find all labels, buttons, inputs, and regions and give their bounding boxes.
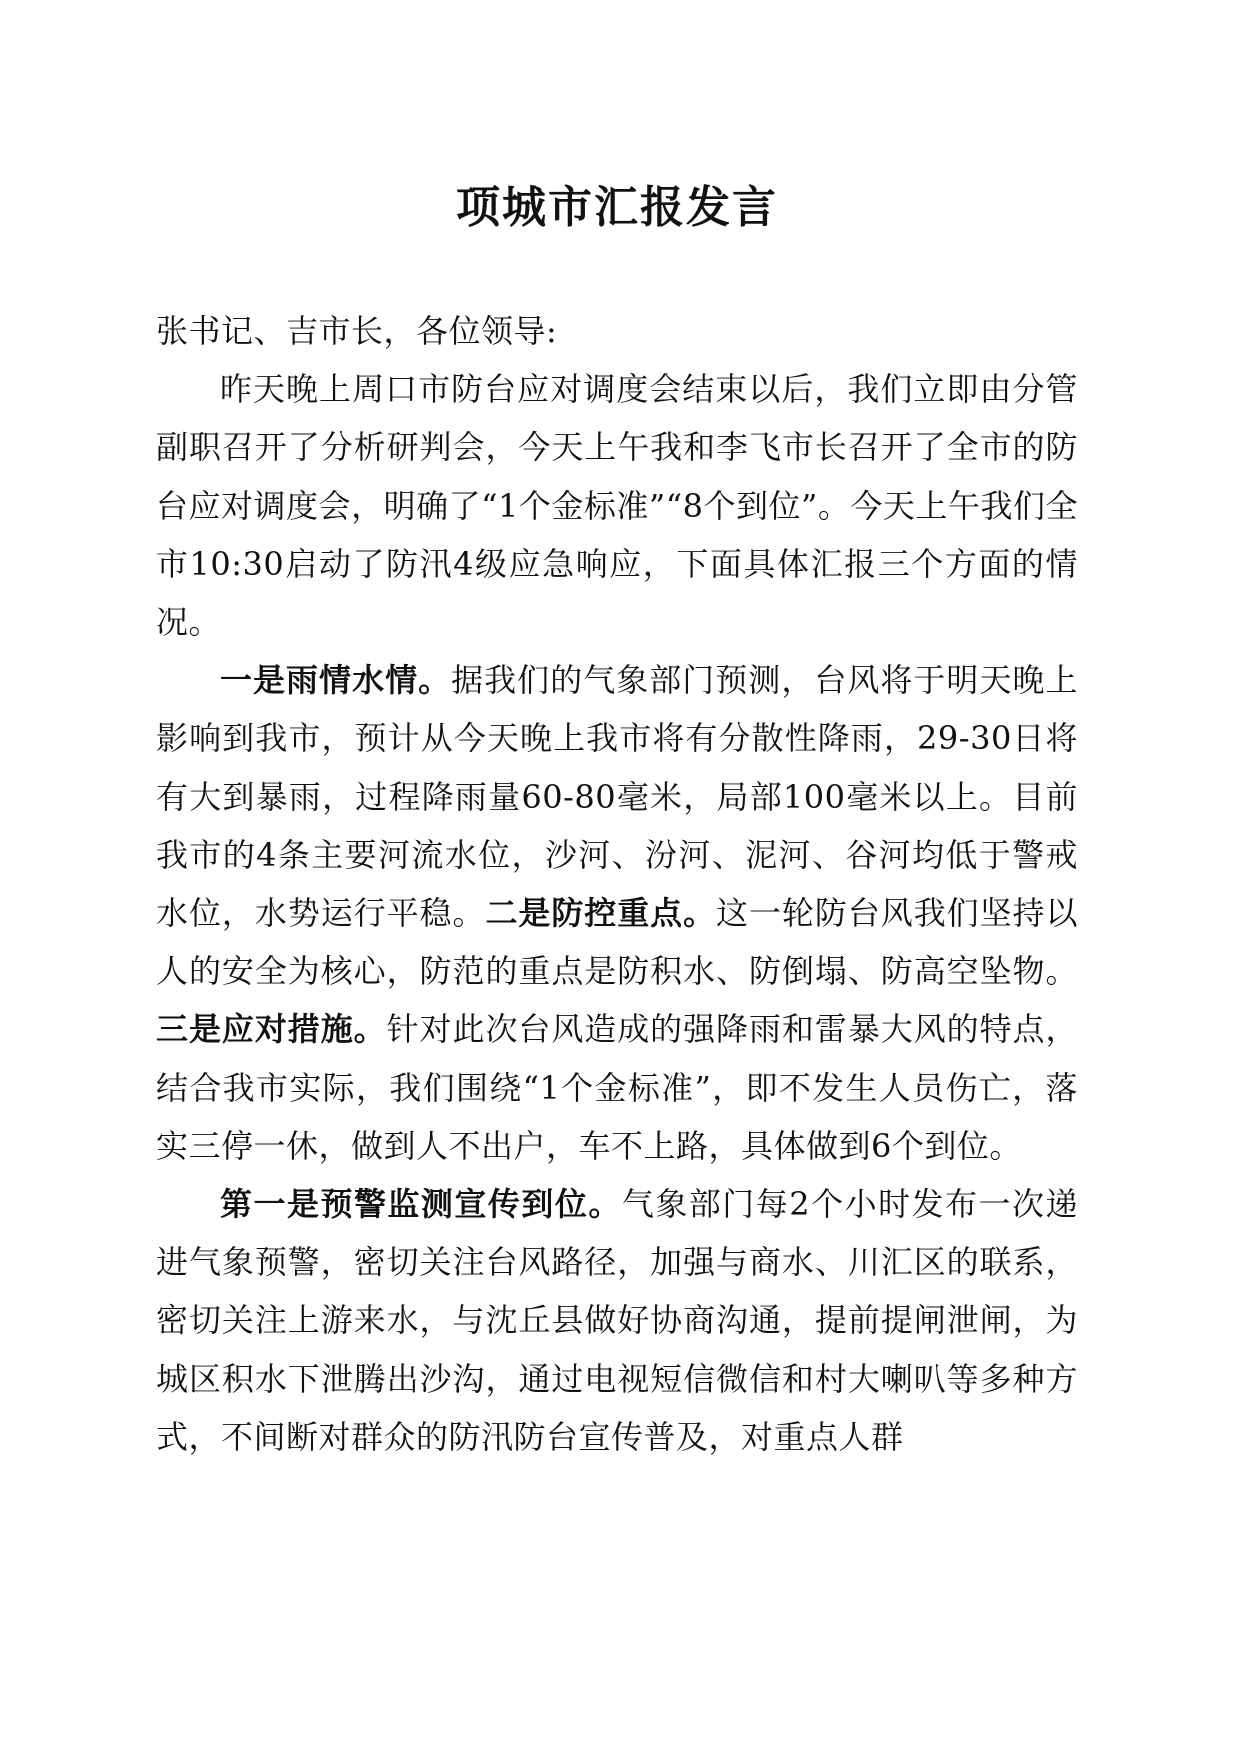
section3-heading: 三是应对措施。 [156, 1010, 387, 1049]
section2-text: 这一轮防台风我们坚持以人的安全为核心，防范的重点是防积水、防倒塌、防高空坠物。 [156, 894, 1078, 991]
item1-text: 气象部门每2个小时发布一次递进气象预警，密切关注台风路径，加强与商水、川汇区的联系，密切关注上游来水，与沈丘县做好协商沟通，提前提闸泄闸，为城区积水下泄腾出沙沟，通过电视短信微信和村大喇叭等多种方式，不间断对群众的防汛防台宣传普及，对重点人群 [156, 1185, 1078, 1456]
situation-paragraph [156, 651, 1078, 1175]
item1-paragraph [156, 1175, 1078, 1466]
intro-paragraph: 昨天晚上周口市防台应对调度会结束以后，我们立即由分管副职召开了分析研判会，今天上午我和李飞市长召开了全市的防台应对调度会，明确了“1个金标准”“8个到位”。今天上午我们全市10:30启动了防汛4级应急响应，下面具体汇报三个方面的情况。 [156, 370, 1078, 642]
section2-heading: 二是防控重点。 [485, 894, 717, 933]
salutation: 张书记、吉市长，各位领导: [156, 312, 558, 350]
section1-text: 据我们的气象部门预测，台风将于明天晚上影响到我市，预计从今天晚上我市将有分散性降雨，29-30日将有大到暴雨，过程降雨量60-80毫米，局部100毫米以上。目前我市的4条主要河流水位，沙河、汾河、泥河、谷河均低于警戒水位，水势运行平稳。 [156, 661, 1078, 933]
item1-heading: 第一是预警监测宣传到位。 [220, 1185, 622, 1224]
section1-heading: 一是雨情水情。 [220, 661, 452, 700]
document-title: 项城市汇报发言 [456, 182, 778, 233]
section3-text: 针对此次台风造成的强降雨和雷暴大风的特点，结合我市实际，我们围绕“1个金标准”，即不发生人员伤亡，落实三停一休，做到人不出户，车不上路，具体做到6个到位。 [156, 1010, 1078, 1165]
document-body [156, 302, 1078, 1466]
